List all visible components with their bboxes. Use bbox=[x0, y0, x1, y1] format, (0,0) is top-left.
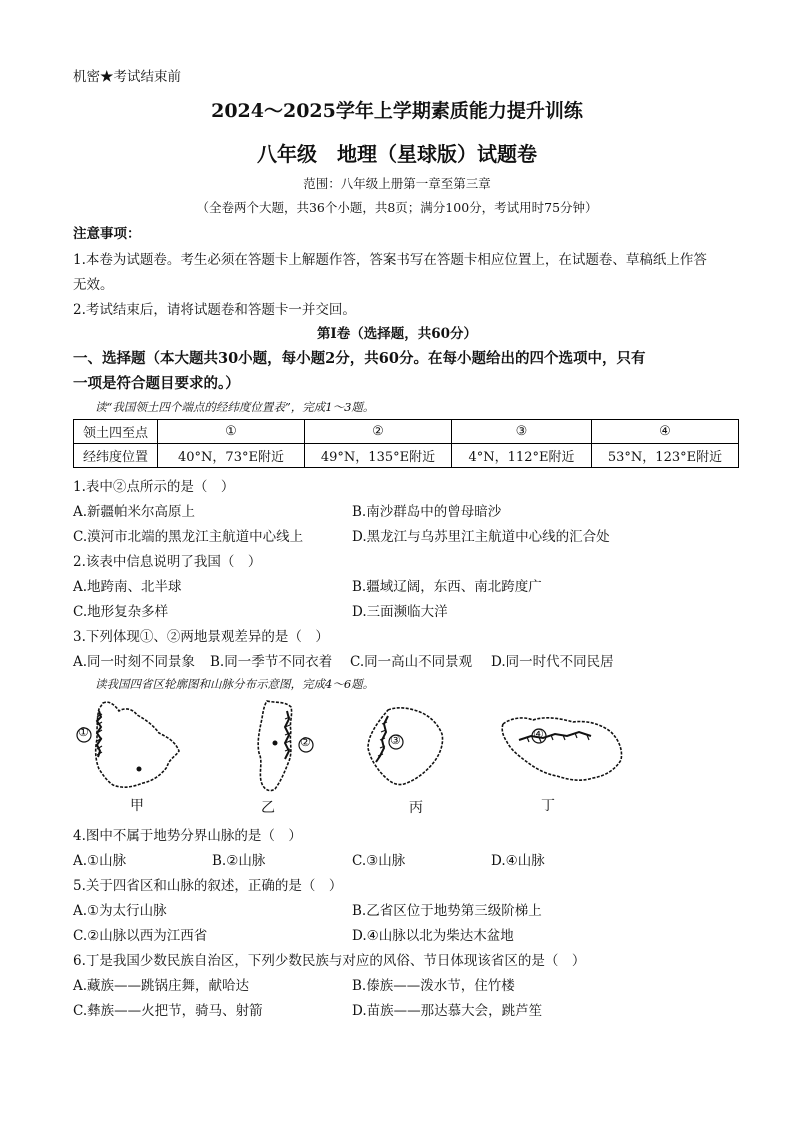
table-cell: ① bbox=[158, 420, 305, 444]
notice-item-2: 2.考试结束后，请将试题卷和答题卡一并交回。 bbox=[73, 302, 356, 318]
question-4-option-d[interactable]: D.④山脉 bbox=[491, 853, 545, 869]
province-outline-yi bbox=[235, 697, 325, 797]
map-label-ding: 丁 bbox=[541, 798, 555, 814]
mountain-marker-3: ③ bbox=[390, 733, 401, 747]
province-map-jia bbox=[75, 697, 185, 792]
mountain-marker-1: ① bbox=[78, 725, 89, 739]
question-6-option-c[interactable]: C.彝族——火把节，骑马、射箭 bbox=[73, 1003, 263, 1019]
confidential-mark: 机密★考试结束前 bbox=[73, 69, 181, 85]
map-intro: 读我国四省区轮廓图和山脉分布示意图，完成4～6题。 bbox=[95, 677, 375, 691]
question-5-option-d[interactable]: D.④山脉以北为柴达木盆地 bbox=[352, 928, 514, 944]
exam-scope: 范围：八年级上册第一章至第三章 bbox=[303, 176, 491, 191]
table-cell: 49°N，135°E附近 bbox=[305, 444, 452, 468]
question-6-option-d[interactable]: D.苗族——那达慕大会，跳芦笙 bbox=[352, 1003, 543, 1019]
question-4-option-b[interactable]: B.②山脉 bbox=[212, 853, 266, 869]
exam-subtitle: 八年级 地理（星球版）试题卷 bbox=[257, 142, 537, 166]
question-3-stem: 3.下列体现①、②两地景观差异的是（ ） bbox=[73, 629, 329, 645]
table-cell: ② bbox=[305, 420, 452, 444]
question-2-stem: 2.该表中信息说明了我国（ ） bbox=[73, 554, 262, 570]
table-row bbox=[74, 444, 739, 468]
exam-title: 2024～2025学年上学期素质能力提升训练 bbox=[211, 100, 583, 122]
exam-info: （全卷两个大题，共36个小题，共8页；满分100分，考试用时75分钟） bbox=[196, 200, 598, 215]
province-map-bing bbox=[358, 702, 458, 792]
coordinates-table bbox=[73, 419, 739, 468]
table-header-cell: 经纬度位置 bbox=[74, 444, 158, 468]
question-5-option-b[interactable]: B.乙省区位于地势第三级阶梯上 bbox=[352, 903, 542, 919]
table-cell: 40°N，73°E附近 bbox=[158, 444, 305, 468]
question-3-option-c[interactable]: C.同一高山不同景观 bbox=[350, 654, 473, 670]
table-header-cell: 领土四至点 bbox=[74, 420, 158, 444]
question-1-option-b[interactable]: B.南沙群岛中的曾母暗沙 bbox=[352, 504, 502, 520]
map-label-yi: 乙 bbox=[261, 800, 275, 816]
question-2-option-b[interactable]: B.疆域辽阔，东西、南北跨度广 bbox=[352, 579, 542, 595]
mountain-marker-4: ④ bbox=[533, 727, 544, 741]
province-outline-ding bbox=[497, 710, 632, 790]
notice-item-1-cont: 无效。 bbox=[73, 277, 114, 293]
notice-heading: 注意事项： bbox=[73, 226, 141, 242]
question-1-option-c[interactable]: C.漠河市北端的黑龙江主航道中心线上 bbox=[73, 529, 304, 545]
table-row bbox=[74, 420, 739, 444]
question-6-option-b[interactable]: B.傣族——泼水节，住竹楼 bbox=[352, 978, 515, 994]
question-1-option-d[interactable]: D.黑龙江与乌苏里江主航道中心线的汇合处 bbox=[352, 529, 610, 545]
question-5-option-c[interactable]: C.②山脉以西为江西省 bbox=[73, 928, 208, 944]
province-map-ding bbox=[497, 710, 632, 790]
province-outline-bing bbox=[358, 702, 458, 792]
map-label-bing: 丙 bbox=[409, 800, 423, 816]
table-cell: 53°N，123°E附近 bbox=[592, 444, 739, 468]
question-5-option-a[interactable]: A.①为太行山脉 bbox=[73, 903, 167, 919]
map-label-jia: 甲 bbox=[130, 798, 144, 814]
mountain-marker-2: ② bbox=[300, 735, 311, 749]
table-intro: 读“我国领土四个端点的经纬度位置表”，完成1～3题。 bbox=[95, 400, 375, 414]
question-1-stem: 1.表中②点所示的是（ ） bbox=[73, 479, 235, 495]
notice-item-1: 1.本卷为试题卷。考生必须在答题卡上解题作答，答案书写在答题卡相应位置上，在试题卷、草稿纸上作答 bbox=[73, 252, 707, 268]
section-instruction-cont: 一项是符合题目要求的。） bbox=[73, 375, 240, 392]
section-title: 第Ⅰ卷（选择题，共60分） bbox=[316, 326, 478, 342]
question-4-option-a[interactable]: A.①山脉 bbox=[73, 853, 127, 869]
question-5-stem: 5.关于四省区和山脉的叙述，正确的是（ ） bbox=[73, 878, 343, 894]
question-2-option-c[interactable]: C.地形复杂多样 bbox=[73, 604, 169, 620]
table-cell: ④ bbox=[592, 420, 739, 444]
question-4-stem: 4.图中不属于地势分界山脉的是（ ） bbox=[73, 828, 302, 844]
province-outline-jia bbox=[75, 697, 185, 792]
question-6-option-a[interactable]: A.藏族——跳锅庄舞，献哈达 bbox=[73, 978, 250, 994]
question-3-option-a[interactable]: A.同一时刻不同景象 bbox=[73, 654, 196, 670]
table-cell: 4°N，112°E附近 bbox=[452, 444, 592, 468]
question-2-option-d[interactable]: D.三面濒临大洋 bbox=[352, 604, 448, 620]
question-2-option-a[interactable]: A.地跨南、北半球 bbox=[73, 579, 182, 595]
question-6-stem: 6.丁是我国少数民族自治区，下列少数民族与对应的风俗、节日体现该省区的是（ ） bbox=[73, 953, 586, 969]
question-1-option-a[interactable]: A.新疆帕米尔高原上 bbox=[73, 504, 196, 520]
question-3-option-b[interactable]: B.同一季节不同衣着 bbox=[210, 654, 333, 670]
table-cell: ③ bbox=[452, 420, 592, 444]
section-instruction: 一、选择题（本大题共30小题，每小题2分，共60分。在每小题给出的四个选项中，只有 bbox=[73, 350, 646, 367]
question-3-option-d[interactable]: D.同一时代不同民居 bbox=[491, 654, 614, 670]
question-4-option-c[interactable]: C.③山脉 bbox=[352, 853, 406, 869]
province-map-yi bbox=[235, 697, 325, 797]
